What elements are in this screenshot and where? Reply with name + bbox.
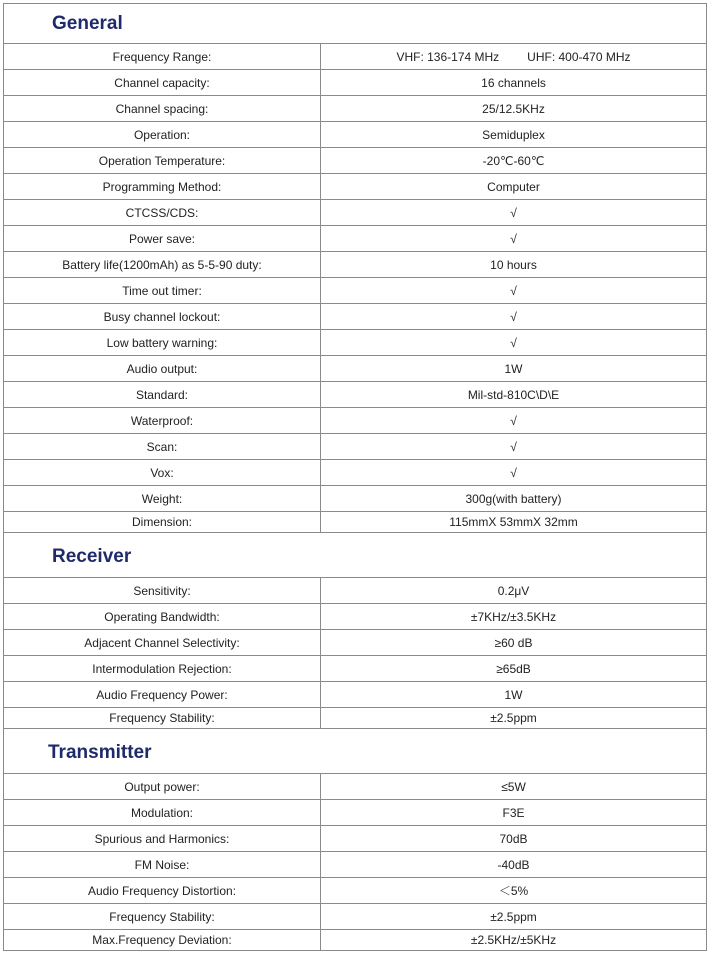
- row-label: Frequency Stability:: [4, 708, 321, 728]
- row-label: Standard:: [4, 382, 321, 407]
- row-value: ±7KHz/±3.5KHz: [470, 609, 557, 624]
- row-label: CTCSS/CDS:: [4, 200, 321, 225]
- table-row: [4, 708, 706, 729]
- table-row: [4, 356, 706, 382]
- row-value: -20℃-60℃: [482, 153, 545, 168]
- row-value: √: [510, 309, 517, 324]
- table-row: [4, 96, 706, 122]
- table-row: [4, 630, 706, 656]
- table-row: [4, 800, 706, 826]
- row-value: 115mmX 53mmX 32mm: [449, 515, 578, 529]
- table-row: [4, 304, 706, 330]
- row-label: Channel capacity:: [4, 70, 321, 95]
- row-label: Frequency Stability:: [4, 904, 321, 929]
- row-value: 300g(with battery): [465, 491, 562, 506]
- table-row: [4, 174, 706, 200]
- table-row: [4, 122, 706, 148]
- row-label: Audio Frequency Distortion:: [4, 878, 321, 903]
- row-value: 0.2μV: [497, 583, 530, 598]
- table-row: [4, 148, 706, 174]
- row-label: Time out timer:: [4, 278, 321, 303]
- section-general-header: [4, 4, 706, 44]
- table-row: [4, 408, 706, 434]
- row-label: Scan:: [4, 434, 321, 459]
- row-value: ≥65dB: [496, 661, 531, 676]
- table-row: [4, 774, 706, 800]
- section-transmitter-header: [4, 729, 706, 774]
- row-label: Spurious and Harmonics:: [4, 826, 321, 851]
- row-value: 1W: [504, 687, 523, 702]
- row-value: F3E: [502, 805, 525, 820]
- table-row: [4, 512, 706, 533]
- table-row: [4, 330, 706, 356]
- table-row: [4, 434, 706, 460]
- row-label: Low battery warning:: [4, 330, 321, 355]
- row-value: 25/12.5KHz: [482, 101, 545, 116]
- row-label: Dimension:: [4, 512, 321, 532]
- row-label: Intermodulation Rejection:: [4, 656, 321, 681]
- row-value: √: [510, 465, 517, 480]
- row-value: √: [510, 231, 517, 246]
- row-label: Battery life(1200mAh) as 5-5-90 duty:: [4, 252, 321, 277]
- row-value: ≥60 dB: [494, 635, 533, 650]
- table-row: [4, 878, 706, 904]
- row-label: Operation Temperature:: [4, 148, 321, 173]
- row-label: Vox:: [4, 460, 321, 485]
- row-label: Frequency Range:: [4, 44, 321, 69]
- section-general-title: General: [52, 13, 123, 34]
- frequency-uhf: UHF: 400-470 MHz: [527, 49, 631, 64]
- row-value: Mil-std-810C\D\E: [467, 387, 560, 402]
- row-value: √: [510, 413, 517, 428]
- row-value: √: [510, 283, 517, 298]
- row-value: ±2.5ppm: [490, 909, 537, 924]
- table-row: [4, 226, 706, 252]
- table-row: [4, 382, 706, 408]
- table-row: [4, 826, 706, 852]
- row-label: Operation:: [4, 122, 321, 147]
- row-label: Sensitivity:: [4, 578, 321, 603]
- table-row: [4, 930, 706, 950]
- table-row: [4, 486, 706, 512]
- row-value: ±2.5ppm: [490, 711, 537, 725]
- row-label: Busy channel lockout:: [4, 304, 321, 329]
- row-value: 70dB: [499, 831, 528, 846]
- row-value: √: [510, 205, 517, 220]
- row-value: -40dB: [497, 857, 530, 872]
- table-row: [4, 460, 706, 486]
- section-receiver-title: Receiver: [52, 546, 132, 567]
- table-row: [4, 578, 706, 604]
- table-row: [4, 604, 706, 630]
- row-label: Adjacent Channel Selectivity:: [4, 630, 321, 655]
- section-transmitter-title: Transmitter: [48, 742, 152, 763]
- row-label: FM Noise:: [4, 852, 321, 877]
- row-label: Programming Method:: [4, 174, 321, 199]
- row-value: √: [510, 335, 517, 350]
- spec-table: [3, 3, 707, 951]
- table-row: [4, 904, 706, 930]
- table-row: [4, 44, 706, 70]
- row-label: Channel spacing:: [4, 96, 321, 121]
- row-label: Modulation:: [4, 800, 321, 825]
- row-value: Semiduplex: [482, 127, 545, 142]
- table-row: [4, 278, 706, 304]
- row-value: 10 hours: [490, 257, 537, 272]
- row-label: Output power:: [4, 774, 321, 799]
- table-row: [4, 852, 706, 878]
- row-value: √: [510, 439, 517, 454]
- section-receiver-header: [4, 533, 706, 578]
- frequency-vhf: VHF: 136-174 MHz: [396, 49, 500, 64]
- table-row: [4, 200, 706, 226]
- row-value: ±2.5KHz/±5KHz: [470, 933, 557, 947]
- row-value: Computer: [487, 179, 540, 194]
- table-row: [4, 70, 706, 96]
- row-label: Max.Frequency Deviation:: [4, 930, 321, 950]
- row-label: Power save:: [4, 226, 321, 251]
- row-value: ＜5%: [498, 884, 529, 898]
- row-label: Weight:: [4, 486, 321, 511]
- table-row: [4, 682, 706, 708]
- table-row: [4, 656, 706, 682]
- row-value: ≤5W: [501, 779, 526, 794]
- row-label: Audio output:: [4, 356, 321, 381]
- table-row: [4, 252, 706, 278]
- row-value: 16 channels: [481, 75, 546, 90]
- row-label: Audio Frequency Power:: [4, 682, 321, 707]
- row-value: [321, 44, 706, 69]
- row-value: 1W: [504, 361, 523, 376]
- row-label: Operating Bandwidth:: [4, 604, 321, 629]
- row-label: Waterproof:: [4, 408, 321, 433]
